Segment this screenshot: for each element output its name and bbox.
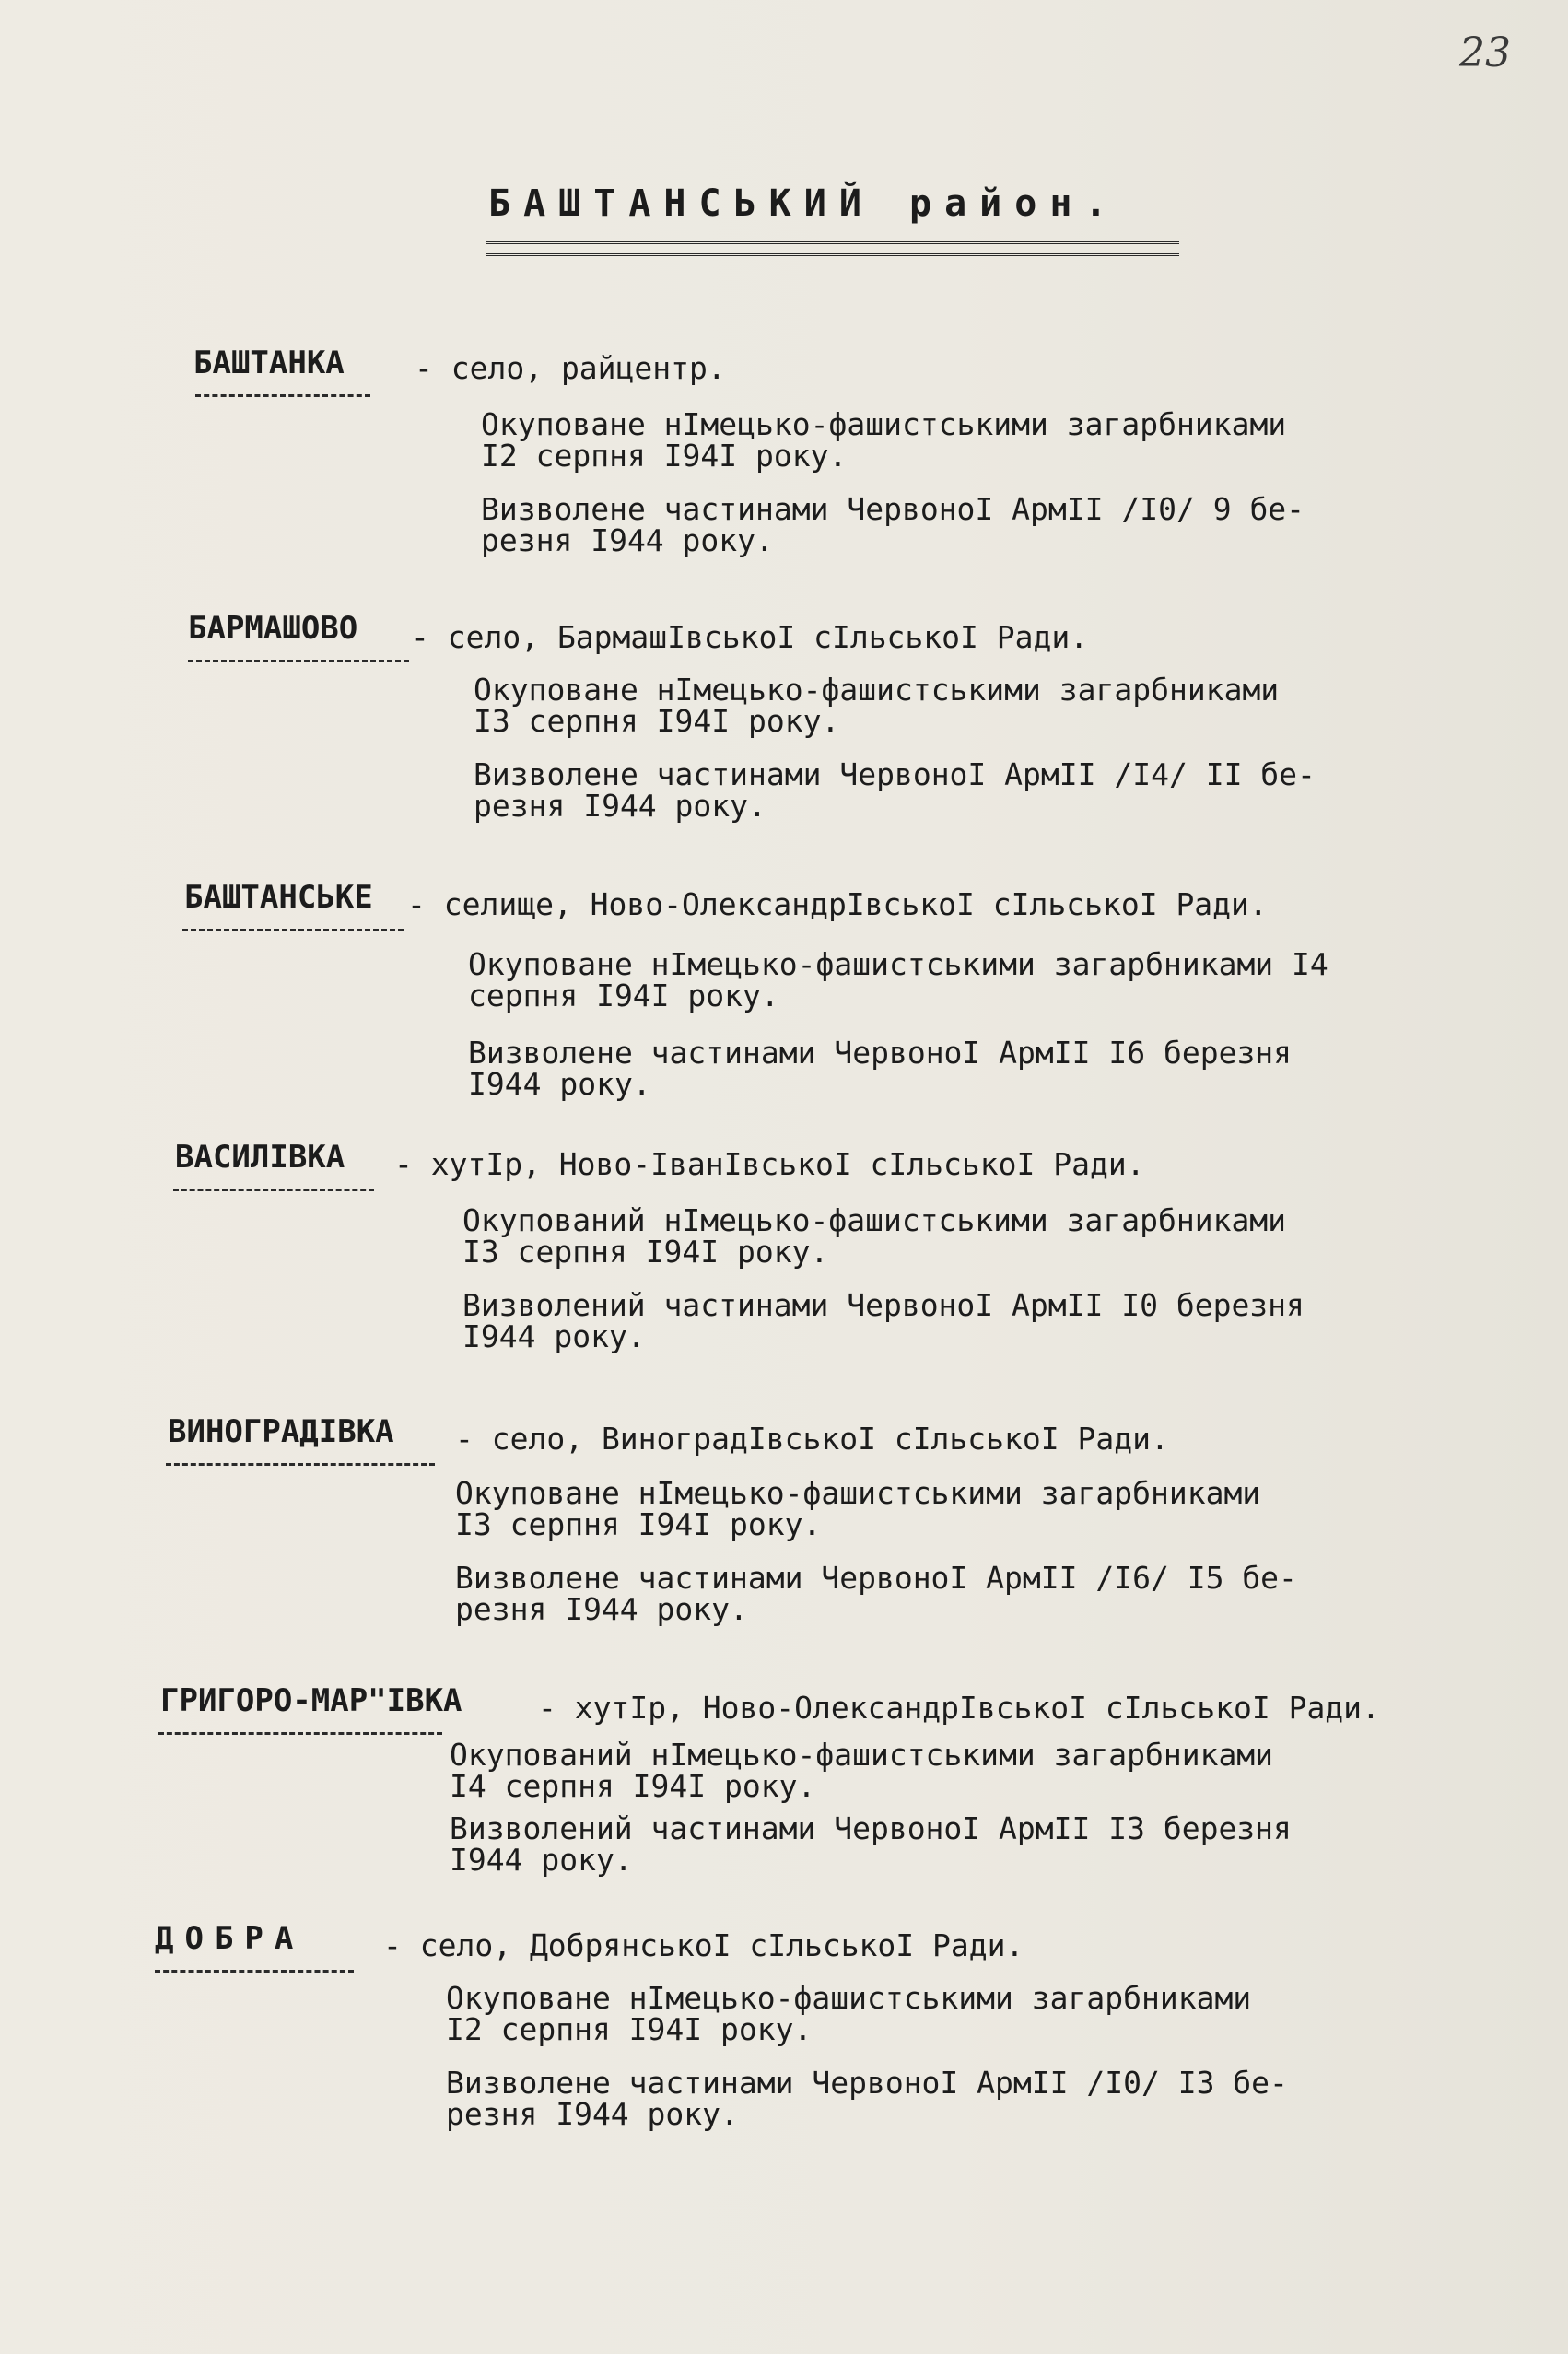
entry-description: - селище, Ново-ОлександрІвськоІ сІльськоІ Ради. bbox=[407, 886, 1268, 922]
title-double-underline bbox=[486, 241, 1179, 256]
entry-name: ДОБРА bbox=[155, 1920, 305, 1957]
entry-occupied-text: Окуповане нІмецько-фашистськими загарбниками І2 серпня І94І року. bbox=[481, 406, 1287, 474]
entry-name-underline bbox=[195, 394, 370, 397]
entry-name-underline bbox=[155, 1970, 354, 1973]
entry-liberated-text: Визволений частинами ЧервоноІ АрмІІ І0 березня І944 року. bbox=[462, 1287, 1305, 1354]
entry-description: - хутІр, Ново-ІванІвськоІ сІльськоІ Ради. bbox=[394, 1146, 1145, 1182]
entry-name: ВИНОГРАДІВКА bbox=[168, 1413, 394, 1450]
entry-name-underline bbox=[188, 660, 409, 662]
entry-description: - село, БармашІвськоІ сІльськоІ Ради. bbox=[411, 619, 1089, 655]
entry-description: - село, райцентр. bbox=[415, 350, 726, 386]
entry-name: ГРИГОРО-МАР"ІВКА bbox=[160, 1682, 462, 1719]
entry-description: - село, ВиноградІвськоІ сІльськоІ Ради. bbox=[455, 1421, 1169, 1457]
entry-name-underline bbox=[173, 1189, 374, 1191]
entry-description: - село, ДобрянськоІ сІльськоІ Ради. bbox=[383, 1927, 1024, 1963]
entry-name: БАШТАНКА bbox=[193, 345, 345, 381]
entry-liberated-text: Визволене частинами ЧервоноІ АрмІІ /І4/ ІІ бе- резня І944 року. bbox=[474, 756, 1316, 824]
entry-name-underline bbox=[182, 929, 404, 931]
entry-name: БАШТАНСЬКЕ bbox=[184, 879, 373, 916]
entry-name: БАРМАШОВО bbox=[188, 610, 358, 647]
entry-liberated-text: Визволений частинами ЧервоноІ АрмІІ І3 березня І944 року. bbox=[450, 1810, 1292, 1878]
page-number: 23 bbox=[1459, 29, 1511, 76]
entry-occupied-text: Окупований нІмецько-фашистськими загарбниками І3 серпня І94І року. bbox=[462, 1202, 1287, 1270]
entry-name: ВАСИЛІВКА bbox=[175, 1139, 345, 1176]
entry-occupied-text: Окуповане нІмецько-фашистськими загарбниками І2 серпня І94І року. bbox=[446, 1980, 1252, 2047]
entry-liberated-text: Визволене частинами ЧервоноІ АрмІІ /І0/ І3 бе- резня І944 року. bbox=[446, 2065, 1288, 2132]
entry-occupied-text: Окупований нІмецько-фашистськими загарбниками І4 серпня І94І року. bbox=[450, 1737, 1274, 1804]
entry-liberated-text: Визволене частинами ЧервоноІ АрмІІ /І0/ 9 бе- резня І944 року. bbox=[481, 491, 1305, 558]
entry-liberated-text: Визволене частинами ЧервоноІ АрмІІ /І6/ І5 бе- резня І944 року. bbox=[455, 1560, 1297, 1627]
entry-name-underline bbox=[158, 1732, 442, 1735]
entry-occupied-text: Окуповане нІмецько-фашистськими загарбниками І3 серпня І94І року. bbox=[455, 1475, 1261, 1542]
entry-description: - хутІр, Ново-ОлександрІвськоІ сІльськоІ Ради. bbox=[538, 1690, 1380, 1726]
entry-liberated-text: Визволене частинами ЧервоноІ АрмІІ І6 березня І944 року. bbox=[468, 1035, 1293, 1102]
entry-name-underline bbox=[166, 1463, 435, 1466]
district-title: БАШТАНСЬКИЙ район. bbox=[488, 182, 1120, 225]
entry-occupied-text: Окуповане нІмецько-фашистськими загарбниками І3 серпня І94І року. bbox=[474, 672, 1280, 739]
entry-occupied-text: Окуповане нІмецько-фашистськими загарбниками І4 серпня І94І року. bbox=[468, 946, 1328, 1013]
